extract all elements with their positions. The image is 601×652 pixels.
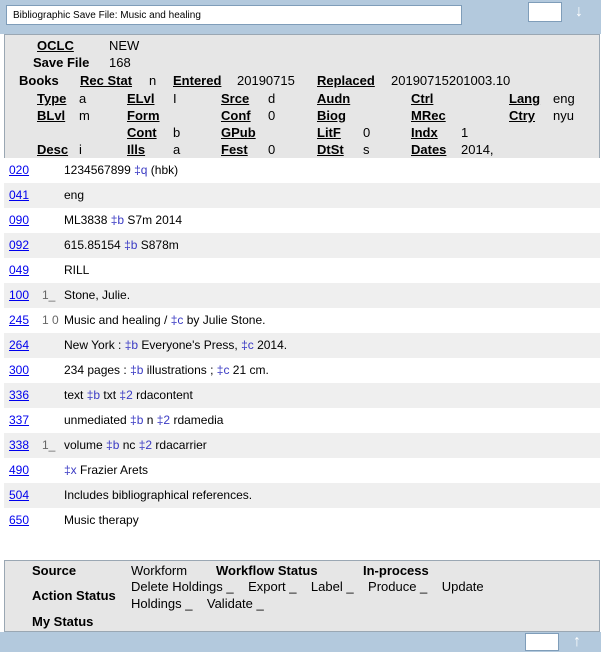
field-tag[interactable]: 041: [9, 188, 30, 202]
ff-blvl-label[interactable]: BLvl: [37, 108, 66, 123]
save-file-label: Save File: [33, 55, 90, 70]
ff-ctry-value: nyu: [553, 108, 574, 123]
ff-audn-label[interactable]: Audn: [317, 91, 351, 106]
record-header: [4, 34, 600, 160]
ff-lang-label[interactable]: Lang: [509, 91, 541, 106]
field-content[interactable]: volume ‡b nc ‡2 rdacarrier: [64, 438, 207, 452]
field-indicator[interactable]: 1_: [42, 288, 56, 302]
oclc-label: OCLC: [37, 38, 74, 53]
ff-cont-label[interactable]: Cont: [127, 125, 157, 140]
oclc-value: NEW: [109, 38, 140, 53]
field-tag[interactable]: 020: [9, 163, 30, 177]
ff-ctry-label[interactable]: Ctry: [509, 108, 536, 123]
field-row: [4, 458, 600, 483]
save-file-value: 168: [109, 55, 131, 70]
arrow-down-icon[interactable]: ↓: [575, 3, 583, 20]
record-title: Bibliographic Save File: Music and healing: [6, 5, 462, 25]
field-row: [4, 358, 600, 383]
ff-biog-label[interactable]: Biog: [317, 108, 346, 123]
field-content[interactable]: Music and healing / ‡c by Julie Stone.: [64, 313, 266, 327]
ff-elvl-label[interactable]: ELvl: [127, 91, 155, 106]
field-tag[interactable]: 090: [9, 213, 30, 227]
ff-fest-label[interactable]: Fest: [221, 142, 248, 157]
field-tag[interactable]: 338: [9, 438, 30, 452]
field-content[interactable]: 1234567899 ‡q (hbk): [64, 163, 179, 177]
ff-dates-label[interactable]: Dates: [411, 142, 447, 157]
page-number-input[interactable]: [528, 2, 562, 22]
ff-dtst-value: s: [363, 142, 370, 157]
workflow-status-value: In-process: [363, 563, 429, 578]
books-label: Books: [19, 73, 59, 88]
my-status-label: My Status: [32, 614, 94, 629]
field-row: [4, 158, 600, 183]
field-row: [4, 433, 600, 458]
ff-lang-value: eng: [553, 91, 575, 106]
field-row: [4, 258, 600, 283]
source-label: Source: [32, 563, 77, 578]
field-tag[interactable]: 092: [9, 238, 30, 252]
field-tag[interactable]: 264: [9, 338, 30, 352]
rec-stat-label[interactable]: Rec Stat: [80, 73, 133, 88]
field-content[interactable]: RILL: [64, 263, 90, 277]
ff-srce-label[interactable]: Srce: [221, 91, 250, 106]
entered-label[interactable]: Entered: [173, 73, 222, 88]
field-content[interactable]: Music therapy: [64, 513, 139, 527]
ff-conf-label[interactable]: Conf: [221, 108, 251, 123]
field-content[interactable]: ‡x Frazier Arets: [64, 463, 149, 477]
ff-elvl-value: I: [173, 91, 177, 106]
field-row: [4, 333, 600, 358]
field-tag[interactable]: 650: [9, 513, 30, 527]
ff-dtst-label[interactable]: DtSt: [317, 142, 344, 157]
field-tag[interactable]: 336: [9, 388, 30, 402]
ff-cont-value: b: [173, 125, 181, 140]
ff-litf-value: 0: [363, 125, 371, 140]
replaced-label[interactable]: Replaced: [317, 73, 375, 88]
ff-mrec-label[interactable]: MRec: [411, 108, 446, 123]
field-row: [4, 208, 600, 233]
field-tag[interactable]: 100: [9, 288, 30, 302]
field-content[interactable]: unmediated ‡b n ‡2 rdamedia: [64, 413, 224, 427]
ff-gpub-label[interactable]: GPub: [221, 125, 256, 140]
field-tag[interactable]: 300: [9, 363, 30, 377]
ff-form-label[interactable]: Form: [127, 108, 160, 123]
entered-value: 20190715: [237, 73, 295, 88]
field-tag[interactable]: 245: [9, 313, 30, 327]
ff-dates-value: 2014,: [461, 142, 494, 157]
field-row: [4, 183, 600, 208]
field-row: [4, 233, 600, 258]
action-status-options[interactable]: Delete Holdings _ Export _ Label _ Produce _ Update: [131, 579, 484, 594]
field-content[interactable]: New York : ‡b Everyone's Press, ‡c 2014.: [64, 338, 288, 352]
field-row: [4, 308, 600, 333]
replaced-value: 20190715201003.10: [391, 73, 511, 88]
ff-litf-label[interactable]: LitF: [317, 125, 341, 140]
field-content[interactable]: 615.85154 ‡b S878m: [64, 238, 179, 252]
ff-ills-label[interactable]: Ills: [127, 142, 146, 157]
ff-ills-value: a: [173, 142, 181, 157]
ff-conf-value: 0: [268, 108, 276, 123]
arrow-up-icon[interactable]: ↑: [573, 633, 581, 650]
ff-type-value: a: [79, 91, 87, 106]
field-content[interactable]: Includes bibliographical references.: [64, 488, 253, 502]
workflow-footer: [4, 560, 600, 632]
action-status-options-continued[interactable]: Holdings _ Validate _: [131, 596, 264, 611]
field-content[interactable]: Stone, Julie.: [64, 288, 131, 302]
workflow-status-label: Workflow Status: [216, 563, 318, 578]
top-toolbar: [0, 0, 601, 34]
ff-indx-value: 1: [461, 125, 469, 140]
ff-blvl-value: m: [79, 108, 90, 123]
ff-ctrl-label[interactable]: Ctrl: [411, 91, 434, 106]
field-row: [4, 383, 600, 408]
field-tag[interactable]: 504: [9, 488, 30, 502]
field-row: [4, 408, 600, 433]
action-status-label: Action Status: [32, 588, 116, 603]
field-tag[interactable]: 337: [9, 413, 30, 427]
field-row: [4, 483, 600, 508]
ff-desc-value: i: [79, 142, 82, 157]
ff-fest-value: 0: [268, 142, 276, 157]
bottom-toolbar: [0, 632, 601, 652]
field-row: [4, 283, 600, 308]
field-content[interactable]: 234 pages : ‡b illustrations ; ‡c 21 cm.: [64, 363, 269, 377]
ff-indx-label[interactable]: Indx: [411, 125, 438, 140]
ff-desc-label[interactable]: Desc: [37, 142, 69, 157]
field-tag[interactable]: 049: [9, 263, 30, 277]
field-content[interactable]: text ‡b txt ‡2 rdacontent: [64, 388, 193, 402]
source-value: Workform: [131, 563, 188, 578]
field-indicator[interactable]: 1_: [42, 438, 56, 452]
field-content[interactable]: eng: [64, 188, 85, 202]
ff-type-label[interactable]: Type: [37, 91, 67, 106]
field-content[interactable]: ML3838 ‡b S7m 2014: [64, 213, 183, 227]
rec-stat-value: n: [149, 73, 157, 88]
field-row: [4, 508, 600, 533]
field-tag[interactable]: 490: [9, 463, 30, 477]
field-indicator[interactable]: 1 0: [42, 313, 59, 327]
ff-srce-value: d: [268, 91, 276, 106]
page-number-input[interactable]: [525, 633, 559, 651]
